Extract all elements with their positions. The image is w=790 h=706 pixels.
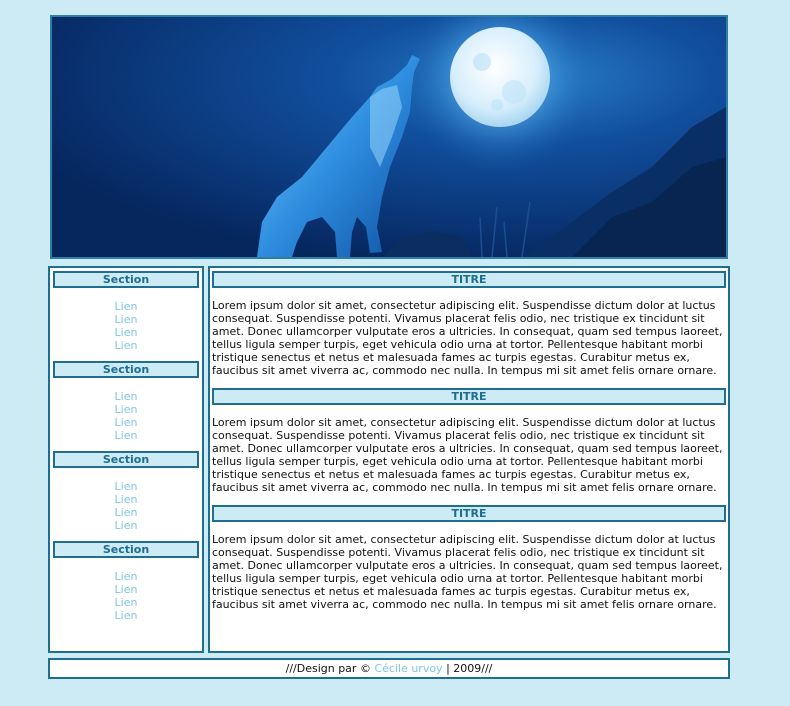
author-link[interactable]: Cécile urvoy bbox=[374, 662, 443, 675]
sidebar-link[interactable]: Lien bbox=[114, 480, 138, 493]
footer bbox=[48, 658, 730, 679]
sidebar-link[interactable]: Lien bbox=[114, 416, 138, 429]
link-list bbox=[53, 468, 199, 541]
sidebar-section bbox=[53, 361, 199, 451]
article bbox=[212, 505, 726, 611]
article bbox=[212, 388, 726, 494]
sidebar-link[interactable]: Lien bbox=[114, 313, 138, 326]
article-title: TITRE bbox=[212, 388, 726, 405]
sidebar-link[interactable]: Lien bbox=[114, 300, 138, 313]
sidebar-section bbox=[53, 451, 199, 541]
section-title: Section bbox=[53, 361, 199, 378]
article-text: Lorem ipsum dolor sit amet, consectetur adipiscing elit. Suspendisse dictum dolor at luctus consequat. Suspendisse potenti. Vivamus placerat felis odio, nec tristique ex tincidunt sit amet. Donec ullamcorper vulputate eros a ultricies. In consequat, quam sed tempus laoreet, tellus ligula semper turpis, eget vehicula odio urna at tortor. Pellentesque habitant morbi tristique senectus et netus et malesuada fames ac turpis egestas. Curabitur metus ex, faucibus sit amet viverra ac, commodo nec nulla. In tempus mi sit amet felis ornare ornare. bbox=[212, 299, 723, 377]
main-content bbox=[208, 266, 730, 653]
sidebar-section bbox=[53, 271, 199, 361]
article-text: Lorem ipsum dolor sit amet, consectetur adipiscing elit. Suspendisse dictum dolor at luctus consequat. Suspendisse potenti. Vivamus placerat felis odio, nec tristique ex tincidunt sit amet. Donec ullamcorper vulputate eros a ultricies. In consequat, quam sed tempus laoreet, tellus ligula semper turpis, eget vehicula odio urna at tortor. Pellentesque habitant morbi tristique senectus et netus et malesuada fames ac turpis egestas. Curabitur metus ex, faucibus sit amet viverra ac, commodo nec nulla. In tempus mi sit amet felis ornare ornare. bbox=[212, 416, 723, 494]
sidebar-link[interactable]: Lien bbox=[114, 519, 138, 532]
sidebar-link[interactable]: Lien bbox=[114, 493, 138, 506]
sidebar-link[interactable]: Lien bbox=[114, 390, 138, 403]
sidebar-link[interactable]: Lien bbox=[114, 583, 138, 596]
sidebar-link[interactable]: Lien bbox=[114, 339, 138, 352]
section-title: Section bbox=[53, 451, 199, 468]
footer-prefix: ///Design par © bbox=[285, 662, 375, 675]
sidebar bbox=[48, 266, 204, 653]
article-text: Lorem ipsum dolor sit amet, consectetur adipiscing elit. Suspendisse dictum dolor at luctus consequat. Suspendisse potenti. Vivamus placerat felis odio, nec tristique ex tincidunt sit amet. Donec ullamcorper vulputate eros a ultricies. In consequat, quam sed tempus laoreet, tellus ligula semper turpis, eget vehicula odio urna at tortor. Pellentesque habitant morbi tristique senectus et netus et malesuada fames ac turpis egestas. Curabitur metus ex, faucibus sit amet viverra ac, commodo nec nulla. In tempus mi sit amet felis ornare ornare. bbox=[212, 533, 723, 611]
link-list bbox=[53, 288, 199, 361]
sidebar-link[interactable]: Lien bbox=[114, 596, 138, 609]
sidebar-section bbox=[53, 541, 199, 631]
article-title: TITRE bbox=[212, 505, 726, 522]
sidebar-link[interactable]: Lien bbox=[114, 326, 138, 339]
sidebar-link[interactable]: Lien bbox=[114, 609, 138, 622]
footer-suffix: | 2009/// bbox=[442, 662, 493, 675]
sidebar-link[interactable]: Lien bbox=[114, 429, 138, 442]
sidebar-link[interactable]: Lien bbox=[114, 570, 138, 583]
section-title: Section bbox=[53, 541, 199, 558]
link-list bbox=[53, 378, 199, 451]
section-title: Section bbox=[53, 271, 199, 288]
article bbox=[212, 271, 726, 377]
article-title: TITRE bbox=[212, 271, 726, 288]
sidebar-link[interactable]: Lien bbox=[114, 506, 138, 519]
link-list bbox=[53, 558, 199, 631]
header-banner bbox=[50, 15, 728, 259]
wolf-moon-image bbox=[52, 17, 726, 257]
sidebar-link[interactable]: Lien bbox=[114, 403, 138, 416]
